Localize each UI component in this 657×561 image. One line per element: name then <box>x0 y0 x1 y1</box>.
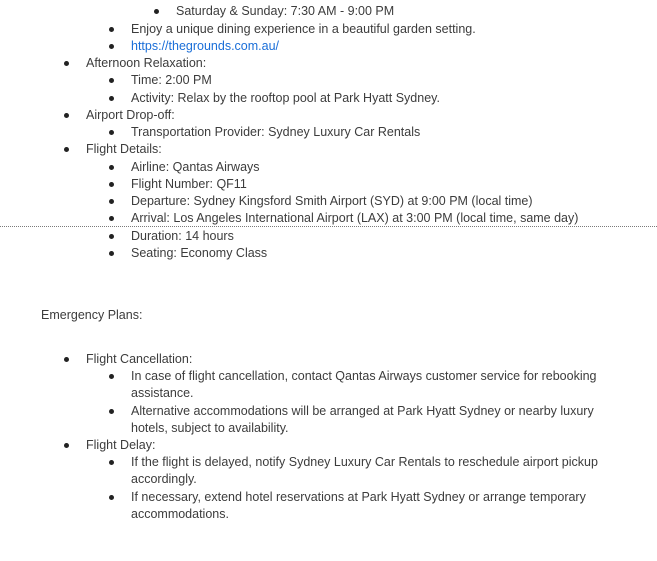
bullet <box>109 460 114 465</box>
flight-departure: Departure: Sydney Kingsford Smith Airport (SYD) at 9:00 PM (local time) <box>131 194 533 208</box>
afternoon-activity: Activity: Relax by the rooftop pool at Park Hyatt Sydney. <box>131 91 440 105</box>
bullet <box>64 113 69 118</box>
bullet <box>64 147 69 152</box>
bullet <box>109 165 114 170</box>
bullet <box>109 182 114 187</box>
cancellation-item-2-line-1: Alternative accommodations will be arranged at Park Hyatt Sydney or nearby luxury <box>131 404 594 418</box>
flight-number: Flight Number: QF11 <box>131 177 247 191</box>
bullet <box>64 357 69 362</box>
bullet <box>109 216 114 221</box>
delay-item-1-line-2: accordingly. <box>131 472 197 486</box>
flight-delay-heading: Flight Delay: <box>86 438 156 452</box>
bullet <box>109 44 114 49</box>
page-break-divider <box>0 226 657 227</box>
flight-cancellation-heading: Flight Cancellation: <box>86 352 193 366</box>
transport-provider: Transportation Provider: Sydney Luxury Car Rentals <box>131 125 421 139</box>
dining-note: Enjoy a unique dining experience in a beautiful garden setting. <box>131 22 476 36</box>
cancellation-item-1-line-2: assistance. <box>131 386 194 400</box>
airport-dropoff-heading: Airport Drop-off: <box>86 108 175 122</box>
bullet <box>109 495 114 500</box>
afternoon-relaxation-heading: Afternoon Relaxation: <box>86 56 207 70</box>
cancellation-item-1-line-1: In case of flight cancellation, contact Qantas Airways customer service for rebooking <box>131 369 597 383</box>
cancellation-item-2-line-2: hotels, subject to availability. <box>131 421 289 435</box>
flight-arrival: Arrival: Los Angeles International Airport (LAX) at 3:00 PM (local time, same day) <box>131 211 579 225</box>
bullet <box>109 27 114 32</box>
bullet <box>64 443 69 448</box>
delay-item-1-line-1: If the flight is delayed, notify Sydney Luxury Car Rentals to reschedule airport pickup <box>131 455 598 469</box>
weekend-hours: Saturday & Sunday: 7:30 AM - 9:00 PM <box>176 4 395 18</box>
delay-item-2-line-1: If necessary, extend hotel reservations at Park Hyatt Sydney or arrange temporary <box>131 490 586 504</box>
flight-duration: Duration: 14 hours <box>131 229 234 243</box>
flight-airline: Airline: Qantas Airways <box>131 160 260 174</box>
bullet <box>154 9 159 14</box>
bullet <box>64 61 69 66</box>
bullet <box>109 409 114 414</box>
afternoon-time: Time: 2:00 PM <box>131 73 212 87</box>
bullet <box>109 251 114 256</box>
bullet <box>109 234 114 239</box>
grounds-link[interactable]: https://thegrounds.com.au/ <box>131 39 280 53</box>
bullet <box>109 199 114 204</box>
flight-details-heading: Flight Details: <box>86 142 162 156</box>
flight-seating: Seating: Economy Class <box>131 246 268 260</box>
bullet <box>109 96 114 101</box>
delay-item-2-line-2: accommodations. <box>131 507 229 521</box>
bullet <box>109 130 114 135</box>
bullet <box>109 78 114 83</box>
emergency-plans-heading: Emergency Plans: <box>41 308 143 322</box>
bullet <box>109 374 114 379</box>
